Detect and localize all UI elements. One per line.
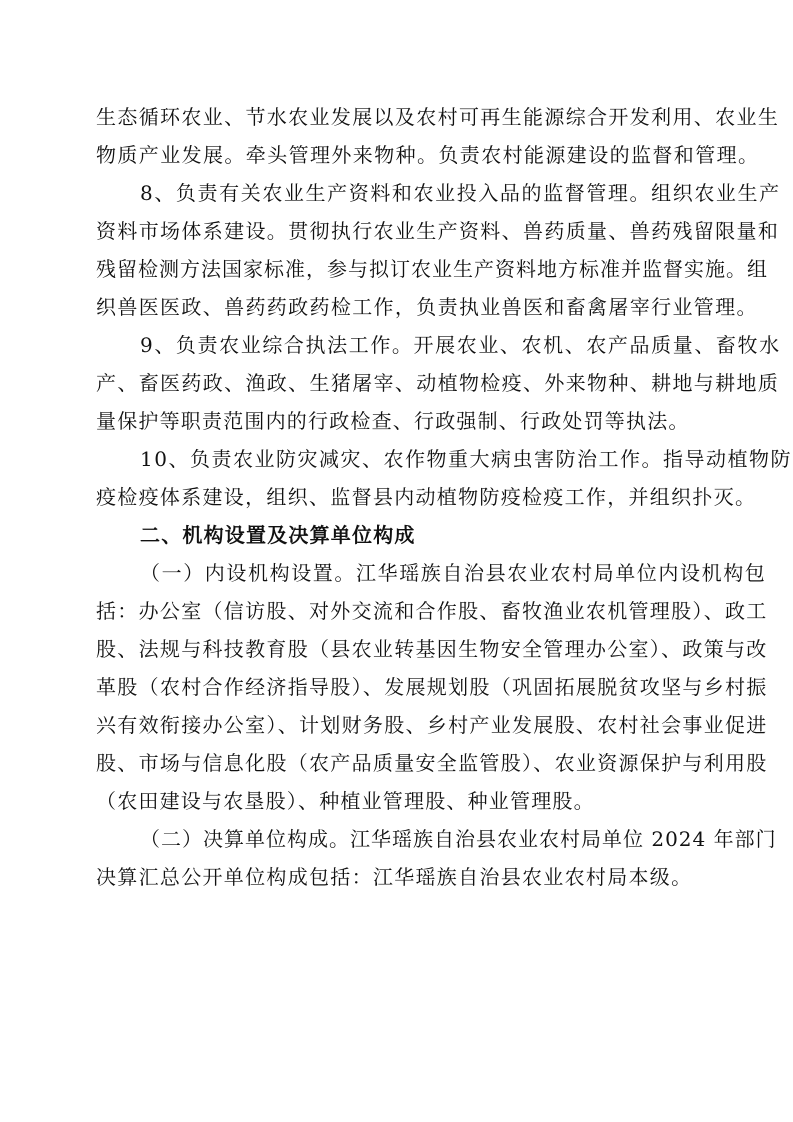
text-line: 量保护等职责范围内的行政检查、行政强制、行政处罚等执法。 [96, 409, 690, 433]
text-line: 织兽医医政、兽药药政药检工作，负责执业兽医和畜禽屠宰行业管理。 [96, 295, 758, 319]
text-line: 括：办公室（信访股、对外交流和合作股、畜牧渔业农机管理股）、政工 [96, 599, 768, 623]
text-line: 革股（农村合作经济指导股）、发展规划股（巩固拓展脱贫攻坚与乡村振 [96, 675, 768, 699]
text-line: 物质产业发展。牵头管理外来物种。负责农村能源建设的监督和管理。 [96, 143, 760, 167]
text-line: （二）决算单位构成。江华瑶族自治县农业农村局单位 2024 年部门 [140, 827, 777, 851]
text-line: 疫检疫体系建设，组织、监督县内动植物防疫检疫工作，并组织扑灭。 [96, 485, 757, 509]
text-line: 股、法规与科技教育股（县农业转基因生物安全管理办公室）、政策与改 [96, 637, 768, 661]
text-line: 生态循环农业、节水农业发展以及农村可再生能源综合开发利用、农业生 [96, 105, 780, 129]
section-heading: 二、机构设置及决算单位构成 [140, 523, 416, 547]
text-line: 股、市场与信息化股（农产品质量安全监管股）、农业资源保护与利用股 [96, 751, 768, 775]
text-line: 残留检测方法国家标准，参与拟订农业生产资料地方标准并监督实施。组 [96, 257, 768, 281]
text-line: 兴有效衔接办公室）、计划财务股、乡村产业发展股、农村社会事业促进 [96, 713, 768, 737]
text-line: （一）内设机构设置。江华瑶族自治县农业农村局单位内设机构包 [140, 561, 767, 585]
text-line: 10、负责农业防灾减灾、农作物重大病虫害防治工作。指导动植物防 [140, 447, 792, 471]
text-line: 9、负责农业综合执法工作。开展农业、农机、农产品质量、畜牧水 [140, 333, 781, 357]
text-line: （农田建设与农垦股）、种植业管理股、种业管理股。 [96, 789, 595, 813]
text-line: 资料市场体系建设。贯彻执行农业生产资料、兽药质量、兽药残留限量和 [96, 219, 780, 243]
text-line: 决算汇总公开单位构成包括：江华瑶族自治县农业农村局本级。 [96, 865, 693, 889]
text-line: 产、畜医药政、渔政、生猪屠宰、动植物检疫、外来物种、耕地与耕地质 [96, 371, 780, 395]
text-line: 8、负责有关农业生产资料和农业投入品的监督管理。组织农业生产 [140, 181, 781, 205]
